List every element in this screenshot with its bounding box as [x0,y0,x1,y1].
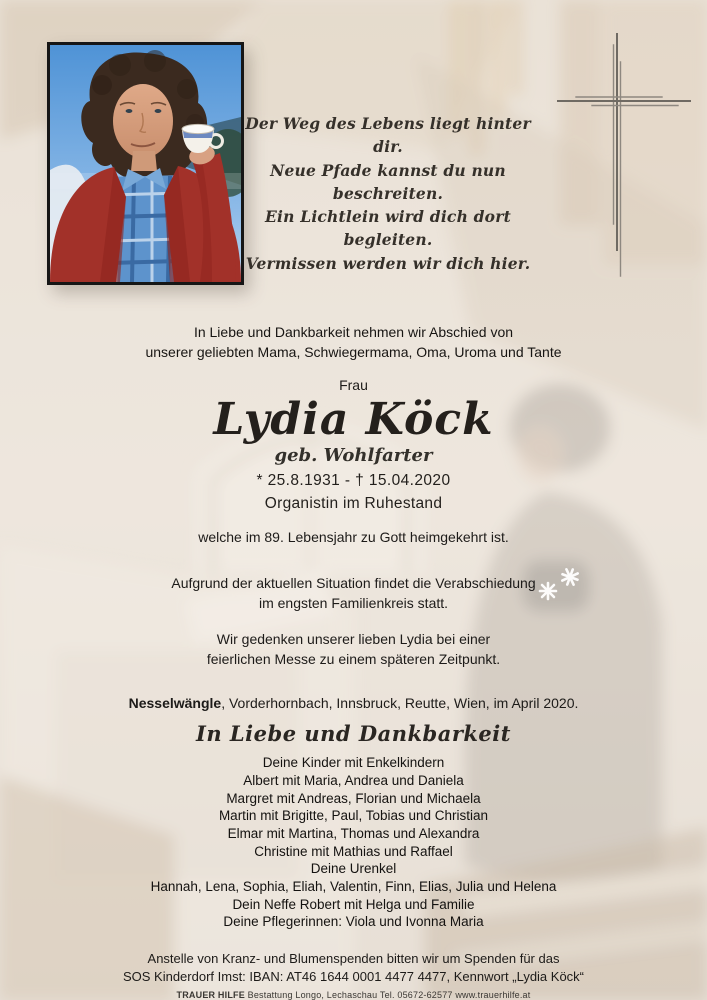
mourner-line: Dein Neffe Robert mit Helga und Familie [232,896,475,912]
donation-notice [0,950,707,985]
memorial-poem [238,112,538,275]
poem-line: Neue Pfade kannst du nun beschreiten. [270,160,506,203]
salutation: Frau [339,376,368,393]
places-date-line [0,695,707,711]
farewell-intro [0,322,707,363]
mourner-line: Deine Urenkel [310,861,397,877]
notice-line: feierlichen Messe zu einem späteren Zeitpunkt. [206,651,501,668]
places-rest: , Vorderhornbach, Innsbruck, Reutte, Wien, im April 2020. [221,695,579,712]
notice-line: Aufgrund der aktuellen Situation findet die Verabschiedung [171,575,536,592]
donation-line: SOS Kinderdorf Imst: IBAN: AT46 1644 0001 4477 4477, Kennwort „Lydia Köck“ [122,968,585,984]
funeral-home-footer [0,990,707,1000]
poem-line: Ein Lichtlein wird dich dort begleiten. [265,207,511,250]
mourner-line: Hannah, Lena, Sophia, Eliah, Valentin, Finn, Elias, Julia und Helena [150,879,557,895]
mourners-list [0,754,707,931]
mourner-line: Elmar mit Martina, Thomas und Alexandra [227,826,480,842]
funeral-home-info: Bestattung Longo, Lechaschau Tel. 05672-62577 www.trauerhilfe.at [244,990,531,1000]
closing-phrase: In Liebe und Dankbarkeit [196,721,511,747]
mourner-line: Deine Kinder mit Enkelkindern [262,755,445,771]
portrait-photo [47,42,244,285]
donation-line: Anstelle von Kranz- und Blumenspenden bitten wir um Spenden für das [147,951,560,967]
notice-line: Wir gedenken unserer lieben Lydia bei einer [216,630,491,647]
birth-death-dates: * 25.8.1931 - † 15.04.2020 [256,472,451,490]
memorial-cross-icon [552,28,697,283]
mourner-line: Margret mit Andreas, Florian und Michaela [226,790,481,806]
age-line: welche im 89. Lebensjahr zu Gott heimgekehrt ist. [198,529,509,546]
mourner-line: Deine Pflegerinnen: Viola und Ivonna Maria [223,914,484,930]
deceased-name: Lydia Köck [213,393,494,445]
mourner-line: Christine mit Mathias und Raffael [254,843,453,859]
places-first: Nesselwängle [128,695,222,712]
mourner-line: Martin mit Brigitte, Paul, Tobias und Christian [218,808,489,824]
poem-line: Der Weg des Lebens liegt hinter dir. [245,114,531,157]
mourner-line: Albert mit Maria, Andrea und Daniela [243,773,464,789]
profession: Organistin im Ruhestand [264,495,443,513]
farewell-intro-line: unserer geliebten Mama, Schwiegermama, Oma, Uroma und Tante [145,344,562,361]
private-farewell-notice [0,573,707,614]
poem-line: Vermissen werden wir dich hier. [245,253,531,273]
notice-line: im engsten Familienkreis statt. [258,595,449,612]
memorial-mass-notice [0,629,707,670]
farewell-intro-line: In Liebe und Dankbarkeit nehmen wir Abschied von [193,324,514,340]
maiden-name: geb. Wohlfarter [274,445,433,467]
announcement-body [0,322,707,1000]
funeral-home-brand: TRAUER HILFE [176,990,245,1000]
